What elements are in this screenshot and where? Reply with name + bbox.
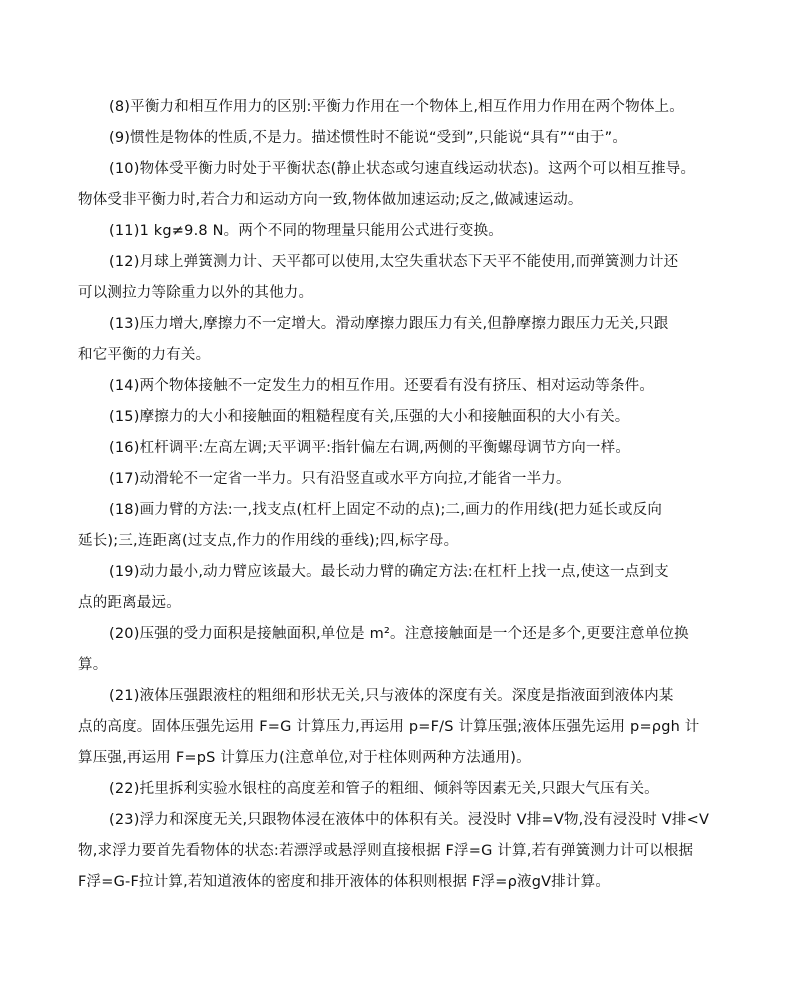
document-body — [78, 92, 758, 898]
paragraph-line: 算。 — [78, 657, 108, 673]
paragraph-line: (11)1 kg≠9.8 N。两个不同的物理量只能用公式进行变换。 — [109, 223, 503, 239]
paragraph-line: (14)两个物体接触不一定发生力的相互作用。还要看有没有挤压、相对运动等条件。 — [109, 378, 655, 394]
paragraph-line: 点的高度。固体压强先运用 F=G 计算压力,再运用 p=F/S 计算压强;液体压强先运用 p=ρgh 计 — [78, 719, 700, 735]
paragraph-line: (8)平衡力和相互作用力的区别:平衡力作用在一个物体上,相互作用力作用在两个物体上。 — [109, 99, 684, 115]
list-item — [78, 154, 758, 216]
list-item — [78, 805, 758, 898]
list-item — [78, 309, 758, 371]
paragraph-line: 点的距离最远。 — [78, 595, 181, 611]
list-item — [78, 557, 758, 619]
list-item — [78, 92, 758, 123]
list-item — [78, 402, 758, 433]
paragraph-line: 可以测拉力等除重力以外的其他力。 — [78, 285, 314, 301]
paragraph-line: (13)压力增大,摩擦力不一定增大。滑动摩擦力跟压力有关,但静摩擦力跟压力无关,只跟 — [109, 316, 669, 332]
paragraph-line: 算压强,再运用 F=pS 计算压力(注意单位,对于柱体则两种方法通用)。 — [78, 750, 531, 766]
list-item — [78, 216, 758, 247]
paragraph-line: (9)惯性是物体的性质,不是力。描述惯性时不能说“受到”,只能说“具有”“由于”。 — [109, 130, 628, 146]
paragraph-line: (18)画力臂的方法:一,找支点(杠杆上固定不动的点);二,画力的作用线(把力延长或反向 — [109, 502, 663, 518]
paragraph-line: 物,求浮力要首先看物体的状态:若漂浮或悬浮则直接根据 F浮=G 计算,若有弹簧测力计可以根据 — [78, 843, 694, 859]
paragraph-line: (21)液体压强跟液柱的粗细和形状无关,只与液体的深度有关。深度是指液面到液体内某 — [109, 688, 674, 704]
list-item — [78, 464, 758, 495]
paragraph-line: (17)动滑轮不一定省一半力。只有沿竖直或水平方向拉,才能省一半力。 — [109, 471, 571, 487]
list-item — [78, 247, 758, 309]
list-item — [78, 495, 758, 557]
paragraph-line: (15)摩擦力的大小和接触面的粗糙程度有关,压强的大小和接触面积的大小有关。 — [109, 409, 630, 425]
list-item — [78, 619, 758, 681]
paragraph-line: 延长);三,连距离(过支点,作力的作用线的垂线);四,标字母。 — [78, 533, 459, 549]
paragraph-line: (12)月球上弹簧测力计、天平都可以使用,太空失重状态下天平不能使用,而弹簧测力计还 — [109, 254, 679, 270]
list-item — [78, 433, 758, 464]
paragraph-line: F浮=G-F拉计算,若知道液体的密度和排开液体的体积则根据 F浮=ρ液gV排计算。 — [78, 874, 611, 890]
paragraph-line: (10)物体受平衡力时处于平衡状态(静止状态或匀速直线运动状态)。这两个可以相互推导。 — [109, 161, 696, 177]
paragraph-line: (20)压强的受力面积是接触面积,单位是 m²。注意接触面是一个还是多个,更要注意单位换 — [109, 626, 689, 642]
paragraph-line: (19)动力最小,动力臂应该最大。最长动力臂的确定方法:在杠杆上找一点,使这一点到支 — [109, 564, 669, 580]
list-item — [78, 774, 758, 805]
paragraph-line: 物体受非平衡力时,若合力和运动方向一致,物体做加速运动;反之,做减速运动。 — [78, 192, 583, 208]
paragraph-line: (16)杠杆调平:左高左调;天平调平:指针偏左右调,两侧的平衡螺母调节方向一样。 — [109, 440, 631, 456]
paragraph-line: (23)浮力和深度无关,只跟物体浸在液体中的体积有关。浸没时 V排=V物,没有浸没时 V排<V — [109, 812, 710, 828]
paragraph-line: 和它平衡的力有关。 — [78, 347, 211, 363]
list-item — [78, 371, 758, 402]
list-item — [78, 123, 758, 154]
list-item — [78, 681, 758, 774]
paragraph-line: (22)托里拆利实验水银柱的高度差和管子的粗细、倾斜等因素无关,只跟大气压有关。 — [109, 781, 659, 797]
